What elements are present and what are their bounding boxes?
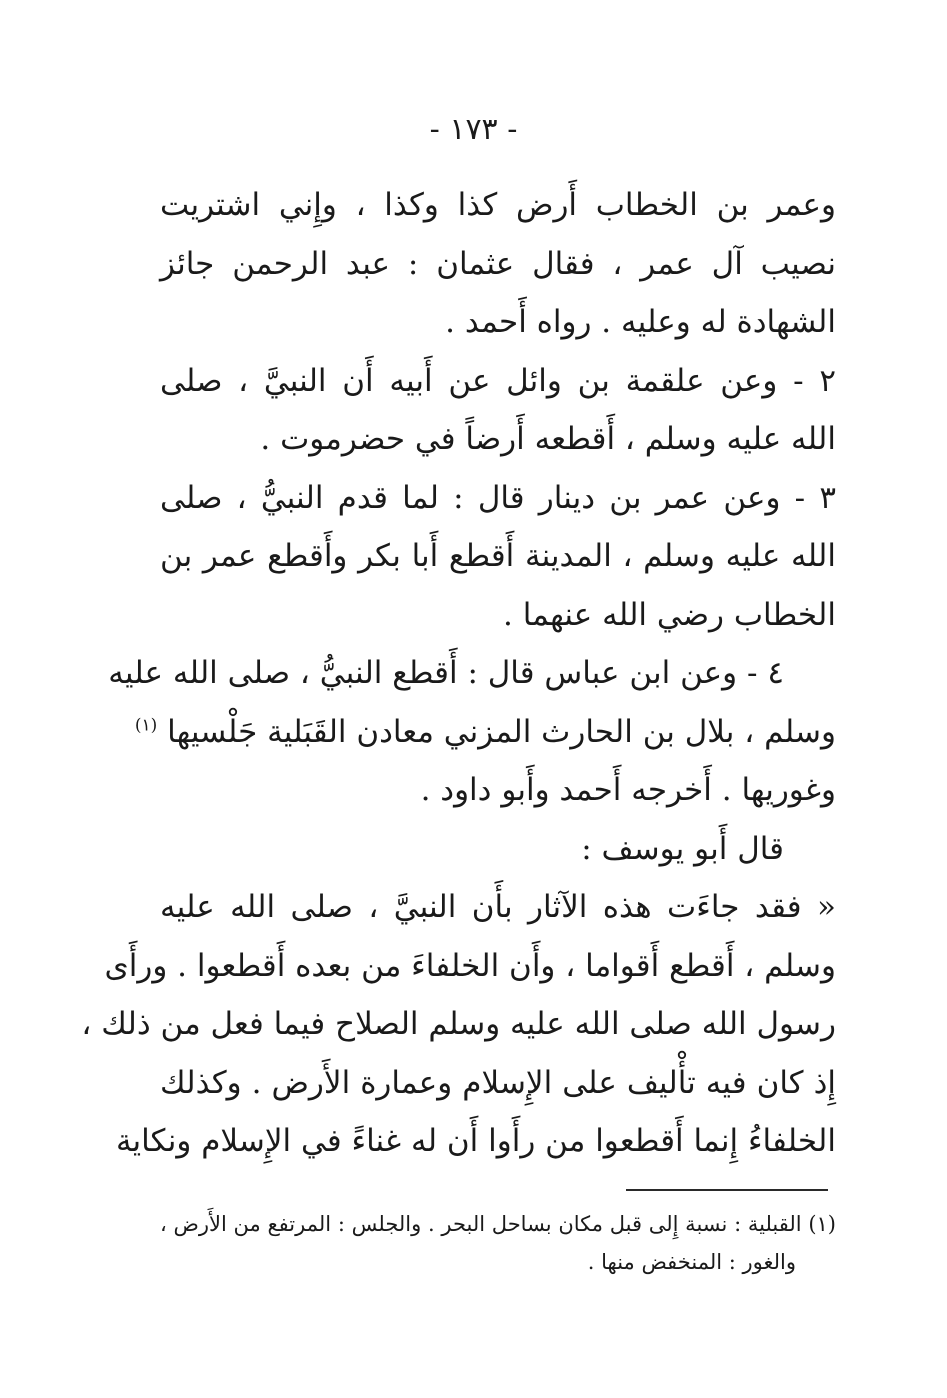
text-line: نصيب آل عمر ، فقال عثمان : عبد الرحمن جائز xyxy=(160,245,836,282)
text-line: الخطاب رضي الله عنهما . xyxy=(503,596,836,633)
footnote-line: والغور : المنخفض منها . xyxy=(587,1250,796,1274)
text-line: الله عليه وسلم ، أَقطعه أَرضاً في حضرموت . xyxy=(260,421,836,457)
text-line: الخلفاءُ إِنما أَقطعوا من رأَوا أَن له غناءً في الإِسلام ونكاية xyxy=(115,1123,836,1159)
text-line: ٣ - وعن عمر بن دينار قال : لما قدم النبيُّ ، صلى xyxy=(160,479,836,516)
text-line: ٢ - وعن علقمة بن وائل عن أَبيه أَن النبيَّ ، صلى xyxy=(160,362,836,399)
text-line: رسول الله صلى الله عليه وسلم الصلاح فيما فعل من ذلك ، xyxy=(81,1006,836,1042)
text-line: وغوريها . أَخرجه أَحمد وأَبو داود . xyxy=(420,772,836,808)
footnote xyxy=(160,1205,836,1281)
text-line: وسلم ، أَقطع أَقواما ، وأَن الخلفاءَ من بعده أَقطعوا . ورأَى xyxy=(104,947,836,984)
footnote-line: (١) القبلية : نسبة إِلى قبل مكان بساحل البحر . والجلس : المرتفع من الأَرض ، xyxy=(160,1212,836,1236)
text-line: وعمر بن الخطاب أَرض كذا وكذا ، وإِني اشتريت xyxy=(160,187,836,223)
text-line: « فقد جاءَت هذه الآثار بأَن النبيَّ ، صلى الله عليه xyxy=(160,889,836,925)
text-line: قال أَبو يوسف : xyxy=(581,830,784,867)
footnote-reference: (١) xyxy=(134,715,158,736)
text-line-with-footnote xyxy=(134,703,836,762)
body-text xyxy=(81,176,836,1171)
footnote-divider xyxy=(626,1189,828,1191)
text-line-content: وسلم ، بلال بن الحارث المزني معادن القَبَلية جَلْسيها xyxy=(167,713,836,750)
text-line: الله عليه وسلم ، المدينة أَقطع أَبا بكر وأَقطع عمر بن xyxy=(160,538,836,574)
page-number: - ١٧٣ - xyxy=(429,112,518,147)
text-line: إِذ كان فيه تأْليف على الإِسلام وعمارة الأَرض . وكذلك xyxy=(160,1064,836,1101)
text-line: الشهادة له وعليه . رواه أَحمد . xyxy=(445,304,836,340)
text-line: ٤ - وعن ابن عباس قال : أَقطع النبيُّ ، صلى الله عليه xyxy=(108,655,784,691)
